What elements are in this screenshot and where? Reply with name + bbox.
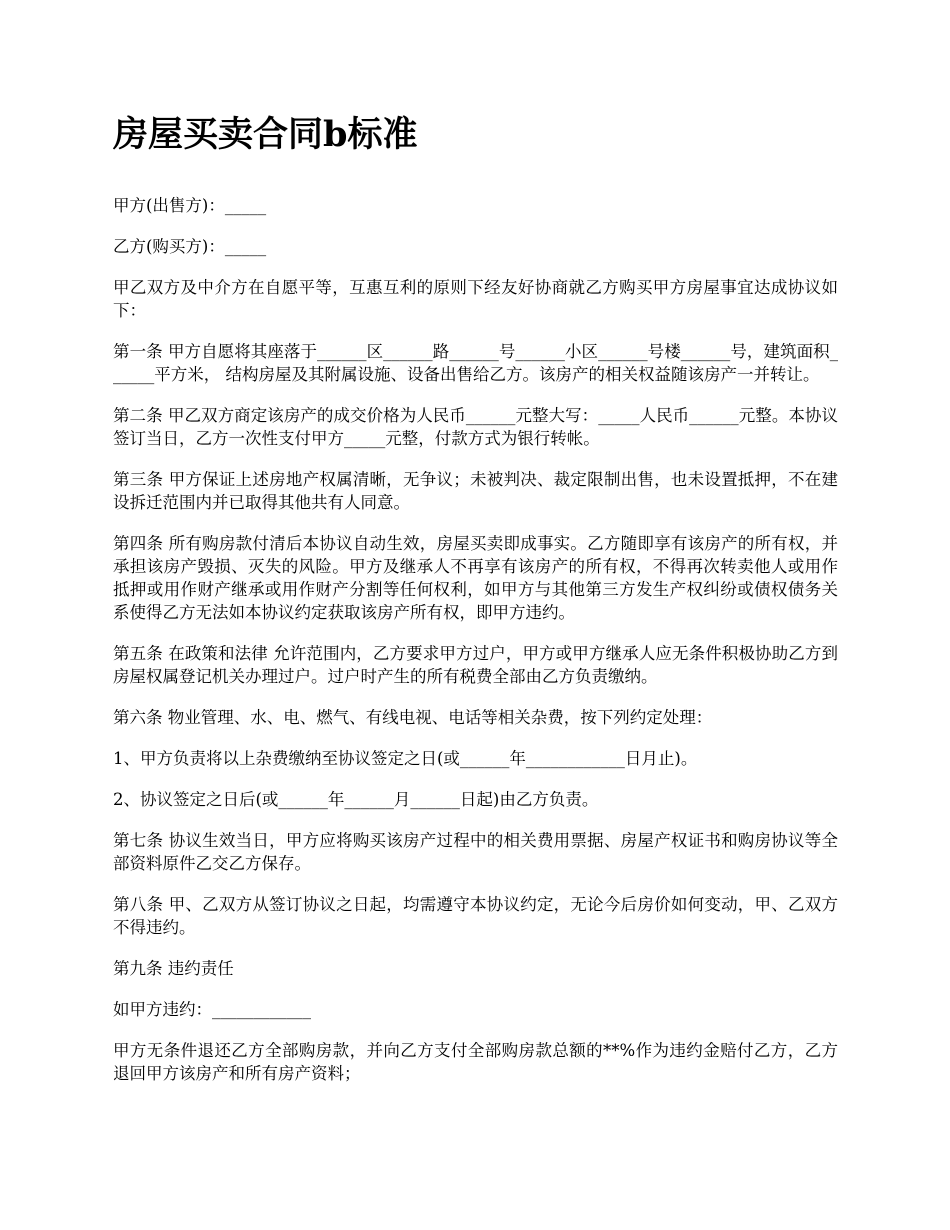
article-1-paragraph: 第一条 甲方自愿将其座落于______区______路______号______小区______号楼______号，建筑面积______平方米， 结构房屋及其附属设施、设备出售给乙方。该房产的相关权益随该房产一并转让。 <box>113 342 838 384</box>
article-5-paragraph: 第五条 在政策和法律 允许范围内，乙方要求甲方过户，甲方或甲方继承人应无条件积极协助乙方到房屋权属登记机关办理过户。过户时产生的所有税费全部由乙方负责缴纳。 <box>113 644 838 686</box>
article-7-paragraph: 第七条 协议生效当日，甲方应将购买该房产过程中的相关费用票据、房屋产权证书和购房协议等全部资料原件乙交乙方保存。 <box>113 831 838 873</box>
article-4-paragraph: 第四条 所有购房款付清后本协议自动生效，房屋买卖即成事实。乙方随即享有该房产的所有权，并承担该房产毁损、灭失的风险。甲方及继承人不再享有该房产的所有权，不得再次转卖他人或用作抵押或用作财产继承或用作财产分割等任何权利，如甲方与其他第三方发生产权纠纷或债权债务关系使得乙方无法如本协议约定获取该房产所有权，即甲方违约。 <box>113 534 838 622</box>
article-8-paragraph: 第八条 甲、乙双方从签订协议之日起，均需遵守本协议约定，无论今后房价如何变动，甲、乙双方不得违约。 <box>113 895 838 937</box>
preamble-paragraph: 甲乙双方及中介方在自愿平等，互惠互利的原则下经友好协商就乙方购买甲方房屋事宜达成协议如下： <box>113 278 838 320</box>
article-6-item-1: 1、甲方负责将以上杂费缴纳至协议签定之日(或______年____________日月止)。 <box>113 749 698 768</box>
article-3-paragraph: 第三条 甲方保证上述房地产权属清晰，无争议；未被判决、裁定限制出售，也未设置抵押，不在建设拆迁范围内并已取得其他共有人同意。 <box>113 470 838 512</box>
party-a-breach-terms: 甲方无条件退还乙方全部购房款，并向乙方支付全部购房款总额的**%作为违约金赔付乙方，乙方退回甲方该房产和所有房产资料； <box>113 1041 838 1083</box>
party-a-breach-line: 如甲方违约：____________ <box>113 1000 311 1019</box>
article-2-paragraph: 第二条 甲乙双方商定该房产的成交价格为人民币______元整大写：_____人民币______元整。本协议签订当日，乙方一次性支付甲方_____元整，付款方式为银行转帐。 <box>113 406 838 448</box>
article-6-paragraph: 第六条 物业管理、水、电、燃气、有线电视、电话等相关杂费，按下列约定处理： <box>113 708 713 727</box>
article-6-item-2: 2、协议签定之日后(或______年______月______日起)由乙方负责。 <box>113 790 599 809</box>
party-b-line: 乙方(购买方)：_____ <box>113 237 267 256</box>
document-page <box>113 110 838 1103</box>
party-a-line: 甲方(出售方)：_____ <box>113 196 267 215</box>
article-9-heading: 第九条 违约责任 <box>113 959 234 978</box>
document-title: 房屋买卖合同b标准 <box>113 114 418 155</box>
